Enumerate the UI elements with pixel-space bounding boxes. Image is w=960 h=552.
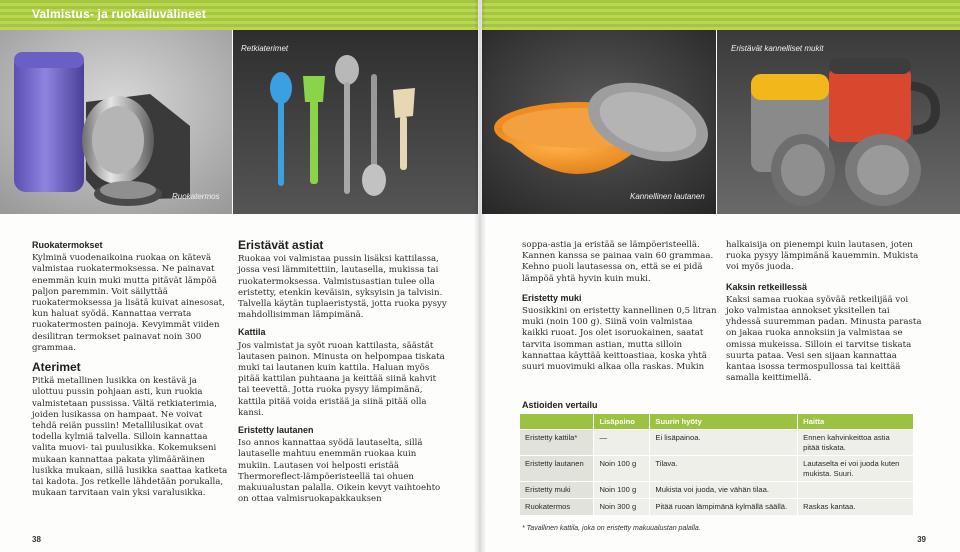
table-row [520, 498, 914, 514]
thermos-illustration [0, 30, 232, 214]
book-gutter [474, 0, 486, 552]
table-header-cell: Haitta [798, 414, 914, 430]
table-row [520, 482, 914, 499]
paragraph-eristavat-astiat: Ruokaa voi valmistaa pussin lisäksi kattilassa, jossa vesi lämmitettiin, lautasella, mukissa tai ruokatermoksessa. Valmistusastian tulee olla eristetty, etenkin keväisin, syksyisin ja talvisin. Talvella käytän tuplaeristystä, jotta ruoka pysyy mahdollisimman lämpimänä. [238, 254, 447, 321]
heading-eristetty-lautanen: Eristetty lautanen [238, 425, 314, 436]
paragraph-kattila: Jos valmistat ja syöt ruoan kattilasta, säästät lautasen painon. Minusta on helpompaa tiskata muki tai lautanen kuin kattila. Haluan myös pitää kattilan puhtaana ja keittää siinä kahvit tai teevettä. Jotta ruoka pysyy lämpimänä, kattila pitää voida eristää ja siinä pitää olla kansi. [238, 340, 445, 418]
mugs-illustration [717, 30, 960, 214]
plate-illustration [482, 30, 716, 214]
thermos-photo [0, 30, 232, 214]
heading-eristavat-astiat: Eristävät astiat [238, 238, 324, 252]
right-page [482, 0, 960, 552]
table-cell-drawback: Ennen kahvinkeittoa astia pitää tiskata. [798, 430, 914, 456]
table-cell-benefit: Tilava. [650, 456, 798, 482]
left-page [0, 0, 478, 552]
left-column-2 [238, 240, 448, 505]
right-column-1 [522, 240, 718, 373]
table-header-cell: Lisäpaino [594, 414, 650, 430]
table-cell-benefit: Mukista voi juoda, vie vähän tilaa. [650, 482, 798, 499]
paragraph-eristetty-lautanen: Iso annos kannattaa syödä lautaselta, sillä lautaselle mahtuu enemmän ruokaa kuin mukiin. Lautasen voi helposti eristää Thermoreflect-lämpöeristeellä tai ohuen makuualustan palalla. Oikein kevyt vaihtoehto on ottaa valmisruokapakkauksen [238, 438, 441, 505]
utensils-illustration [233, 30, 478, 214]
table-cell-benefit: Pitää ruoan lämpimänä kylmällä säällä. [650, 498, 798, 514]
table-cell-drawback: Raskas kantaa. [798, 498, 914, 514]
header-band-right [482, 0, 960, 30]
table-cell-name: Eristetty kattila* [520, 430, 594, 456]
page-number-right: 39 [917, 535, 926, 544]
heading-eristetty-muki: Eristetty muki [522, 292, 582, 303]
table-footnote: * Tavallinen kattila, joka on eristetty makuualustan palalla. [522, 525, 701, 532]
paragraph-eristetty-muki: Suosikkini on eristetty kannellinen 0,5 litran muki (noin 100 g). Siinä voin valmistaa kaikki ruoat. Jos olet isoruokainen, saatat tarvita isomman astian, mutta silloin kannattaa käyttää keittoastiaa, koska yhtä suuri muovimuki alkaa olla raskas. Mukin [522, 306, 717, 373]
table-cell-name: Ruokatermos [520, 498, 594, 514]
table-row [520, 430, 914, 456]
paragraph-kaksin-retkeillessa: Kaksi samaa ruokaa syövää retkeilijää voi joko valmistaa annokset yksitellen tai yhdessä suuremman padan. Minusta parasta on jakaa ruoka annoksiin ja valmistaa se omissa mukeissa. Silloin ei tarvitse tiskata suurta pataa. Vesi sen sijaan kannattaa kantaa isossa termospullossa tai keittää samalla keittimellä. [726, 294, 922, 384]
right-column-2 [726, 240, 922, 384]
table-cell-weight: Noin 100 g [594, 482, 650, 499]
heading-aterimet: Aterimet [32, 360, 81, 375]
table-header-cell [520, 414, 594, 430]
comparison-table [520, 414, 914, 515]
plate-caption: Kannellinen lautanen [630, 192, 705, 201]
table-title: Astioiden vertailu [522, 400, 598, 410]
table-row [520, 456, 914, 482]
utensils-caption: Retkiaterimet [241, 44, 289, 53]
table-cell-weight: Noin 300 g [594, 498, 650, 514]
left-column-1 [32, 240, 228, 499]
paragraph-muki-cont: halkaisija on pienempi kuin lautasen, joten ruoka pysyy lämpimänä kauemmin. Mukista voi myös juoda. [726, 240, 919, 273]
section-title: Valmistus- ja ruokailuvälineet [32, 7, 207, 21]
table-cell-weight: Noin 100 g [594, 456, 650, 482]
mugs-caption: Eristävät kannelliset mukit [731, 44, 824, 53]
table-cell-drawback [798, 482, 914, 499]
table-header-cell: Suurin hyöty [650, 414, 798, 430]
mugs-photo [717, 30, 960, 214]
paragraph-aterimet: Pitkä metallinen lusikka on kestävä ja ulottuu pussin pohjaan asti, kun ruokia valmistetaan pussissa. Vältä retkiaterimia, joiden lusikassa on hampaat. Ne voivat tehdä reiän pussiin! Metallilusikat ovat todella kylmiä talvella. Silloin kannattaa valita muovi- tai puulusikka. Kokemukseni mukaan kannattaa pakata ylimääräinen lusikka mukaan, sillä lusikka saattaa katketa tai kadota. Jos retkelle lähdetään porukalla, mukaan tarvitaan vain yksi varalusikka. [32, 376, 228, 499]
table-header-row [520, 414, 914, 430]
table-cell-drawback: Lautaselta ei voi juoda kuten mukista. Suuri. [798, 456, 914, 482]
heading-kaksin-retkeillessa: Kaksin retkeillessä [726, 281, 808, 292]
thermos-caption: Ruokatermos [172, 192, 220, 201]
table-cell-name: Eristetty lautanen [520, 456, 594, 482]
heading-ruokatermokset: Ruokatermokset [32, 240, 103, 250]
table-cell-benefit: Ei lisäpainoa. [650, 430, 798, 456]
table-cell-name: Eristetty muki [520, 482, 594, 499]
plate-photo [482, 30, 716, 214]
heading-kattila: Kattila [238, 327, 266, 338]
header-band [0, 0, 478, 30]
page-number-left: 38 [32, 535, 41, 544]
paragraph-lautanen-cont: soppa-astia ja eristää se lämpöeristeellä. Kannen kanssa se painaa vain 60 grammaa. Kehno puoli lautasessa on, että se ei pidä lämpöä yhtä hyvin kuin muki. [522, 240, 714, 284]
table-cell-weight: — [594, 430, 650, 456]
utensils-photo [233, 30, 478, 214]
paragraph-ruokatermokset: Kylminä vuodenaikoina ruokaa on kätevä valmistaa ruokatermoksessa. Ne painavat enemmän kuin muki mutta pitävät lämpöä paljon paremmin. Voit säilyttää ruokatermoksessa ja lisätä kuivat ainesosat, kun haluat syödä. Kannattaa verrata ruokatermosten painoja. Kevyimmät viiden desilitran termokset painavat noin 300 grammaa. [32, 253, 225, 353]
